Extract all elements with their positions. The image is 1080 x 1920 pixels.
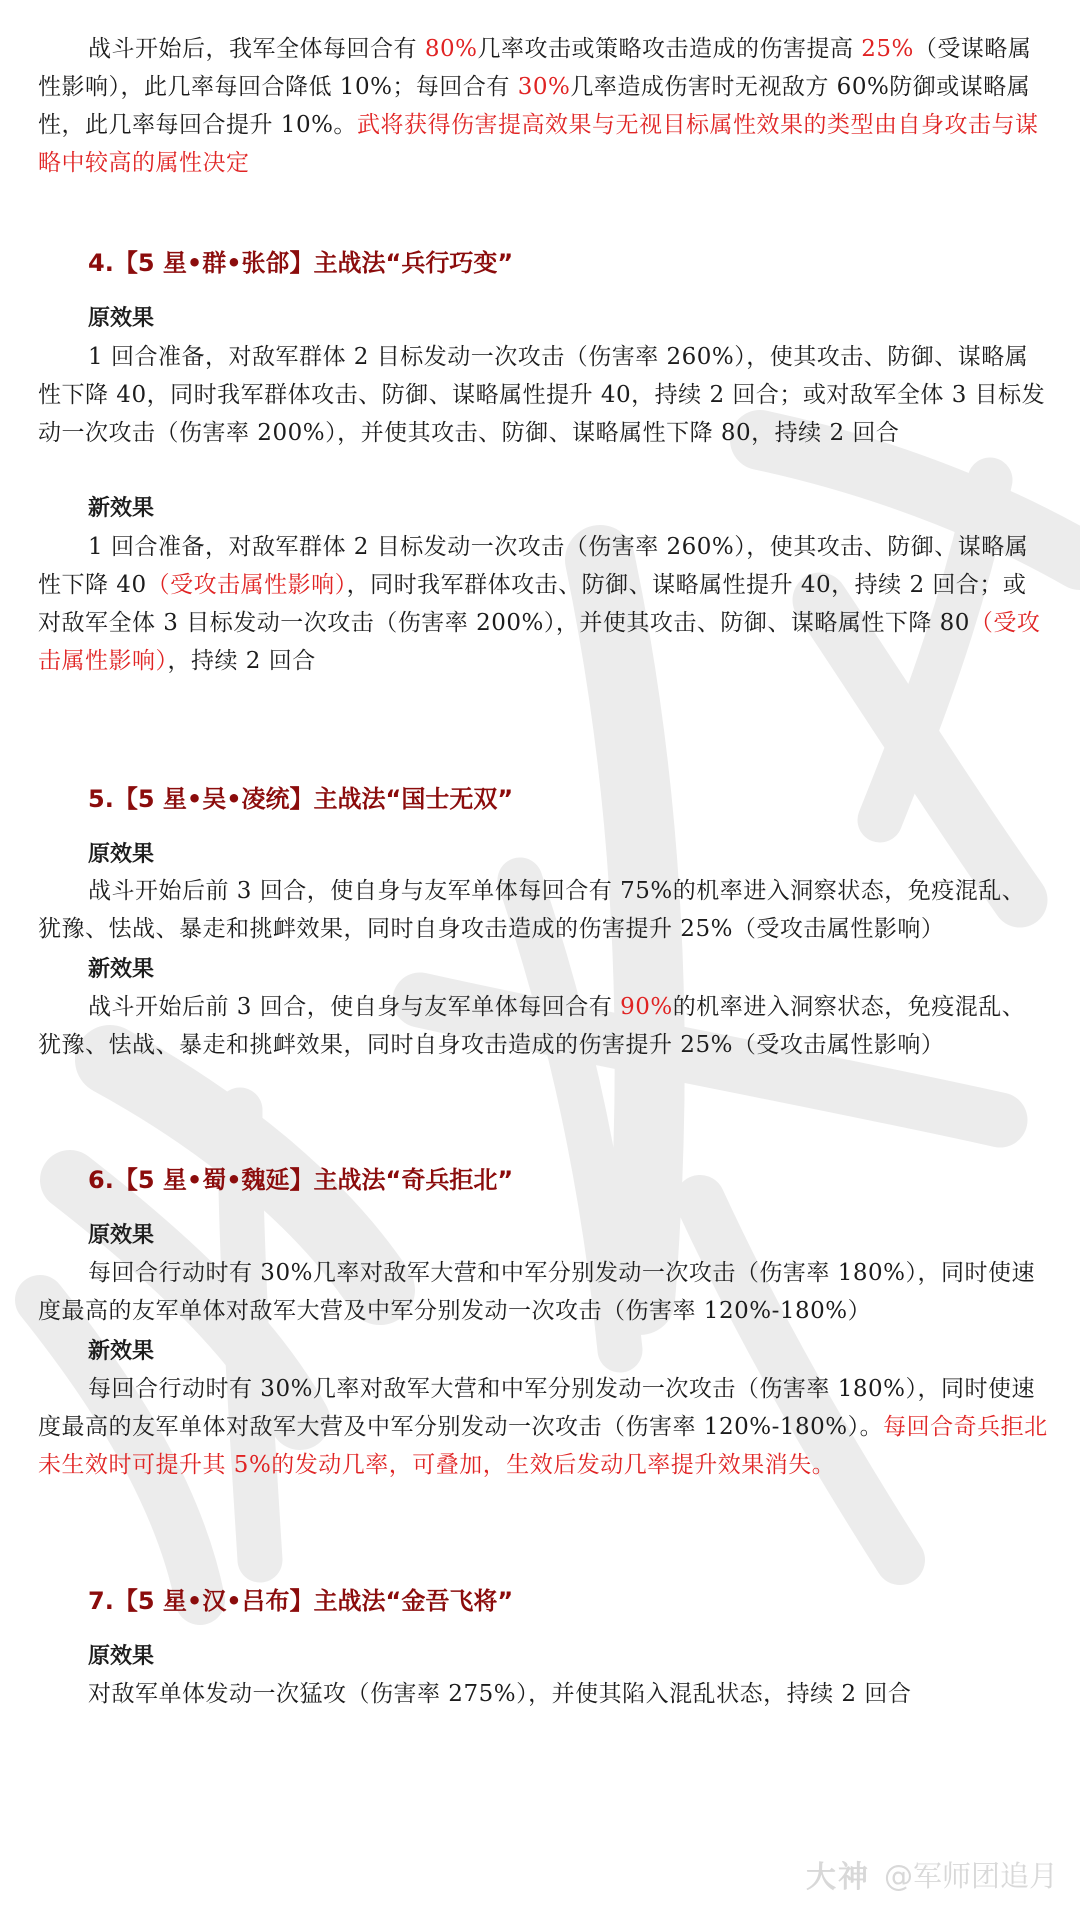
- section-4-new-label: 新效果: [88, 496, 155, 521]
- highlight-span: 25%: [861, 36, 914, 62]
- text-span: 每回合行动时有 30%几率对敌军大营和中军分别发动一次攻击（伤害率 180%），同时使速度最高的友军单体对敌军大营及中军分别发动一次攻击（伤害率 120%-180%）。: [38, 1376, 1035, 1440]
- section-4-original-label: 原效果: [88, 306, 155, 331]
- section-6-original-text: 每回合行动时有 30%几率对敌军大营和中军分别发动一次攻击（伤害率 180%），同时使速度最高的友军单体对敌军大营及中军分别发动一次攻击（伤害率 120%-180%）: [38, 1260, 1035, 1324]
- section-7-original-text: 对敌军单体发动一次猛攻（伤害率 275%），并使其陷入混乱状态，持续 2 回合: [88, 1681, 912, 1707]
- section-5-original-text: 战斗开始后前 3 回合，使自身与友军单体每回合有 75%的机率进入洞察状态，免疫混乱、犹豫、怯战、暴走和挑衅效果，同时自身攻击造成的伤害提升 25%（受攻击属性影响）: [38, 878, 1026, 942]
- section-7-original-label: 原效果: [88, 1644, 155, 1669]
- section-4-new-text: [38, 528, 1048, 680]
- section-5-new-label: 新效果: [88, 957, 155, 982]
- author-handle: @军师团追月: [883, 1858, 1058, 1893]
- highlight-span: 80%: [424, 36, 478, 62]
- footer-watermark-logo: [806, 1852, 1058, 1896]
- highlight-span: 每回合奇兵拒北未生效时可提升其 5%的发动几率，可叠加，生效后发动几率提升效果消失。: [38, 1414, 1048, 1478]
- section-4-original-text: 1 回合准备，对敌军群体 2 目标发动一次攻击（伤害率 260%），使其攻击、防御、谋略属性下降 40，同时我军群体攻击、防御、谋略属性提升 40，持续 2 回合；或对敌军全体 3 目标发动一次攻击（伤害率 200%），并使其攻击、防御、谋略属性下降 80，持续 2 回合: [38, 344, 1046, 446]
- text-span: 1 回合准备，对敌军群体 2 目标发动一次攻击（伤害率 260%），使其攻击、防御、谋略属性下降 40: [38, 534, 1029, 598]
- section-5-original-label: 原效果: [88, 842, 155, 867]
- section-6-original-label: 原效果: [88, 1223, 155, 1248]
- text-span: 战斗开始后前 3 回合，使自身与友军单体每回合有: [88, 994, 621, 1020]
- text-span: 战斗开始后，我军全体每回合有: [88, 36, 425, 62]
- section-6-title: 6.【5 星•蜀•魏延】主战法“奇兵拒北”: [88, 1166, 514, 1194]
- section-6-new-label: 新效果: [88, 1339, 155, 1364]
- intro-paragraph: [38, 30, 1048, 182]
- section-4-title: 4.【5 星•群•张郃】主战法“兵行巧变”: [88, 249, 514, 277]
- text-span: （受谋略属性影响），此几率每回合降低 10%；每回合有: [38, 36, 1032, 100]
- text-span: ，同时我军群体攻击、防御、谋略属性提升 40，持续 2 回合；或对敌军全体 3 目标发动一次攻击（伤害率 200%），并使其攻击、防御、谋略属性下降 80: [38, 572, 1027, 636]
- brand-logo-text: 大神: [805, 1860, 870, 1895]
- highlight-span: 30%: [517, 74, 571, 100]
- text-span: 的机率进入洞察状态，免疫混乱、犹豫、怯战、暴走和挑衅效果，同时自身攻击造成的伤害提升 25%（受攻击属性影响）: [38, 994, 1026, 1058]
- highlight-span: 武将获得伤害提高效果与无视目标属性效果的类型由自身攻击与谋略中较高的属性决定: [38, 112, 1039, 176]
- text-span: 几率造成伤害时无视敌方 60%防御或谋略属性，此几率每回合提升 10%。: [38, 74, 1031, 138]
- highlight-span: （受攻击属性影响）: [146, 572, 347, 598]
- section-6-new-text: [38, 1370, 1048, 1484]
- highlight-span: 90%: [620, 994, 673, 1020]
- section-5-new-text: [38, 988, 1048, 1064]
- section-7-title: 7.【5 星•汉•吕布】主战法“金吾飞将”: [88, 1587, 514, 1615]
- section-5-title: 5.【5 星•吴•凌统】主战法“国士无双”: [88, 785, 514, 813]
- text-span: 几率攻击或策略攻击造成的伤害提高: [477, 36, 862, 62]
- highlight-span: （受攻击属性影响）: [38, 610, 1041, 674]
- text-span: ，持续 2 回合: [167, 648, 316, 674]
